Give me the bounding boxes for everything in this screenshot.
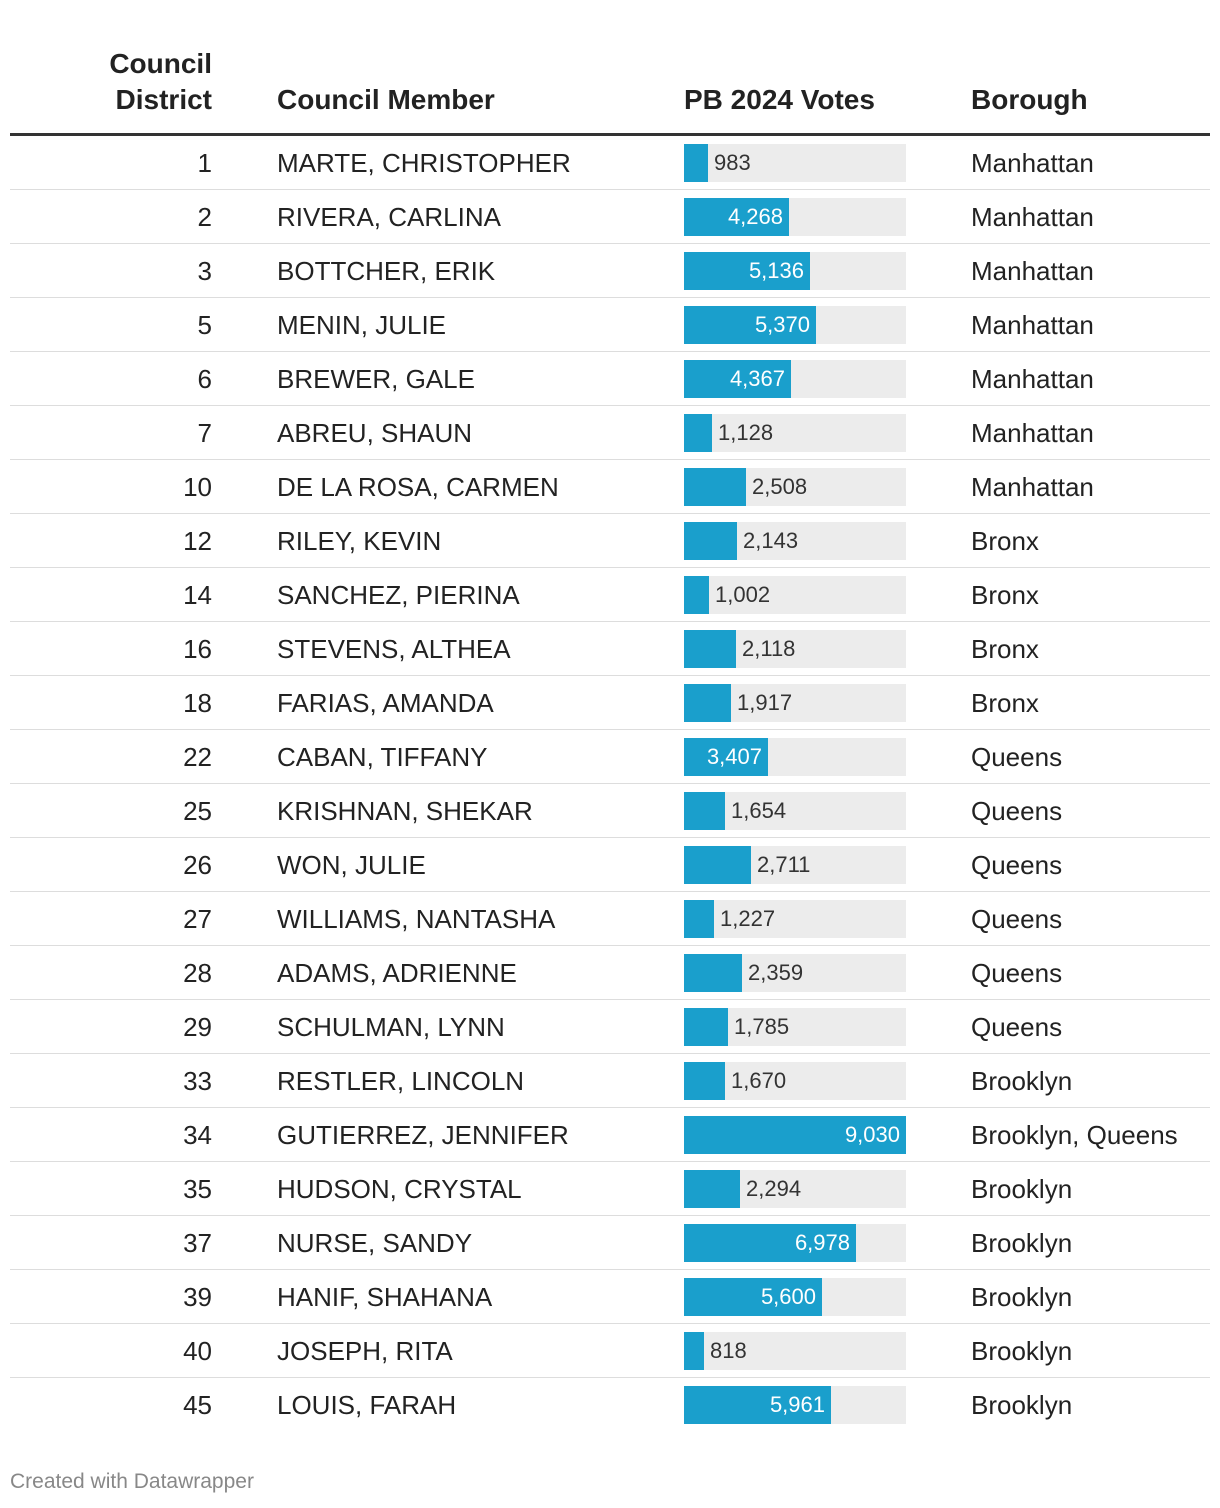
cell-borough: Manhattan bbox=[971, 256, 1094, 286]
cell-council-member: RIVERA, CARLINA bbox=[277, 202, 501, 232]
cell-council-district: 16 bbox=[183, 634, 212, 664]
cell-council-district: 10 bbox=[183, 472, 212, 502]
cell-council-member: NURSE, SANDY bbox=[277, 1228, 473, 1258]
table-row bbox=[10, 244, 1210, 298]
votes-value-label: 4,268 bbox=[727, 204, 783, 229]
votes-value-label: 1,670 bbox=[731, 1068, 787, 1093]
cell-council-member: DE LA ROSA, CARMEN bbox=[277, 472, 559, 502]
votes-bar-track bbox=[684, 198, 906, 236]
header-council-district-label: Council District bbox=[109, 48, 212, 115]
votes-value-label: 1,227 bbox=[720, 906, 776, 931]
cell-council-member: BOTTCHER, ERIK bbox=[277, 256, 496, 286]
votes-bar-track bbox=[684, 630, 906, 668]
cell-council-member: FARIAS, AMANDA bbox=[277, 688, 494, 718]
votes-bar-track bbox=[684, 954, 906, 992]
votes-bar-track bbox=[684, 468, 906, 506]
table-row bbox=[10, 892, 1210, 946]
cell-council-member: MENIN, JULIE bbox=[277, 310, 447, 340]
cell-borough: Bronx bbox=[971, 634, 1039, 664]
cell-borough: Queens bbox=[971, 904, 1063, 934]
cell-council-district: 3 bbox=[197, 256, 212, 286]
votes-value-label: 1,654 bbox=[731, 798, 787, 823]
cell-borough: Brooklyn, Queens bbox=[971, 1120, 1178, 1150]
votes-value-label: 1,917 bbox=[737, 690, 793, 715]
table-row bbox=[10, 1324, 1210, 1378]
votes-value-label: 2,294 bbox=[746, 1176, 802, 1201]
cell-council-district: 28 bbox=[183, 958, 212, 988]
votes-bar-track bbox=[684, 684, 906, 722]
votes-value-label: 3,407 bbox=[706, 744, 762, 769]
cell-council-district: 34 bbox=[183, 1120, 212, 1150]
votes-value-label: 2,359 bbox=[748, 960, 804, 985]
table-row bbox=[10, 514, 1210, 568]
cell-borough: Manhattan bbox=[971, 472, 1094, 502]
votes-bar-track bbox=[684, 144, 906, 182]
table-header bbox=[10, 0, 1210, 136]
votes-bar bbox=[684, 1170, 740, 1208]
cell-council-member: SCHULMAN, LYNN bbox=[277, 1012, 505, 1042]
votes-bar-track bbox=[684, 1224, 906, 1262]
cell-council-member: SANCHEZ, PIERINA bbox=[277, 580, 520, 610]
table-row bbox=[10, 1000, 1210, 1054]
votes-bar bbox=[684, 630, 736, 668]
votes-bar bbox=[684, 954, 742, 992]
header-council-member[interactable]: Council Member bbox=[277, 84, 495, 115]
votes-bar-track bbox=[684, 414, 906, 452]
cell-council-member: CABAN, TIFFANY bbox=[277, 742, 488, 772]
votes-value-label: 2,508 bbox=[752, 474, 808, 499]
votes-bar-track bbox=[684, 738, 906, 776]
cell-council-member: ABREU, SHAUN bbox=[277, 418, 473, 448]
votes-bar bbox=[684, 792, 725, 830]
table-row bbox=[10, 460, 1210, 514]
votes-value-label: 2,711 bbox=[757, 852, 811, 877]
cell-borough: Brooklyn bbox=[971, 1066, 1073, 1096]
cell-council-member: HANIF, SHAHANA bbox=[277, 1282, 493, 1312]
votes-table bbox=[10, 0, 1210, 1432]
votes-value-label: 2,143 bbox=[743, 528, 799, 553]
votes-bar-track bbox=[684, 360, 906, 398]
cell-council-member: WILLIAMS, NANTASHA bbox=[277, 904, 556, 934]
cell-borough: Bronx bbox=[971, 688, 1039, 718]
votes-value-label: 5,961 bbox=[769, 1392, 825, 1417]
cell-council-district: 18 bbox=[183, 688, 212, 718]
votes-value-label: 983 bbox=[714, 150, 751, 175]
cell-council-member: RESTLER, LINCOLN bbox=[277, 1066, 525, 1096]
votes-bar-track bbox=[684, 522, 906, 560]
cell-council-district: 35 bbox=[183, 1174, 212, 1204]
cell-borough: Brooklyn bbox=[971, 1228, 1073, 1258]
cell-borough: Queens bbox=[971, 850, 1063, 880]
votes-bar bbox=[684, 144, 708, 182]
cell-borough: Manhattan bbox=[971, 310, 1094, 340]
cell-council-district: 27 bbox=[183, 904, 212, 934]
votes-bar-track bbox=[684, 900, 906, 938]
votes-bar-track bbox=[684, 1170, 906, 1208]
votes-value-label: 5,370 bbox=[754, 312, 810, 337]
cell-council-member: ADAMS, ADRIENNE bbox=[277, 958, 517, 988]
votes-bar-track bbox=[684, 1008, 906, 1046]
cell-borough: Brooklyn bbox=[971, 1390, 1073, 1420]
votes-bar-track bbox=[684, 306, 906, 344]
votes-value-label: 4,367 bbox=[729, 366, 785, 391]
cell-council-district: 1 bbox=[197, 148, 212, 178]
cell-borough: Manhattan bbox=[971, 148, 1094, 178]
cell-borough: Brooklyn bbox=[971, 1336, 1073, 1366]
votes-bar-track bbox=[684, 846, 906, 884]
cell-council-member: JOSEPH, RITA bbox=[277, 1336, 453, 1366]
votes-bar-track bbox=[684, 1386, 906, 1424]
table-row bbox=[10, 676, 1210, 730]
votes-bar bbox=[684, 576, 709, 614]
table-row bbox=[10, 838, 1210, 892]
votes-bar bbox=[684, 900, 714, 938]
cell-borough: Queens bbox=[971, 958, 1063, 988]
table-row bbox=[10, 1108, 1210, 1162]
cell-borough: Bronx bbox=[971, 580, 1039, 610]
cell-council-district: 40 bbox=[183, 1336, 212, 1366]
cell-borough: Brooklyn bbox=[971, 1282, 1073, 1312]
cell-borough: Queens bbox=[971, 1012, 1063, 1042]
header-borough[interactable]: Borough bbox=[971, 84, 1088, 115]
votes-bar bbox=[684, 1332, 704, 1370]
cell-council-district: 14 bbox=[183, 580, 212, 610]
cell-council-district: 7 bbox=[197, 418, 212, 448]
table-row bbox=[10, 568, 1210, 622]
datawrapper-credit[interactable]: Created with Datawrapper bbox=[10, 1470, 254, 1493]
votes-bar-track bbox=[684, 576, 906, 614]
table-row bbox=[10, 406, 1210, 460]
table-row bbox=[10, 1216, 1210, 1270]
cell-council-member: GUTIERREZ, JENNIFER bbox=[277, 1120, 569, 1150]
header-pb-votes[interactable]: PB 2024 Votes bbox=[684, 84, 875, 115]
table-row bbox=[10, 190, 1210, 244]
cell-borough: Manhattan bbox=[971, 418, 1094, 448]
table-row bbox=[10, 1270, 1210, 1324]
votes-bar bbox=[684, 1008, 728, 1046]
votes-bar-track bbox=[684, 1278, 906, 1316]
cell-council-district: 25 bbox=[183, 796, 212, 826]
votes-bar bbox=[684, 468, 746, 506]
votes-bar bbox=[684, 684, 731, 722]
cell-council-district: 39 bbox=[183, 1282, 212, 1312]
votes-bar-track bbox=[684, 792, 906, 830]
cell-council-district: 29 bbox=[183, 1012, 212, 1042]
table-row bbox=[10, 730, 1210, 784]
cell-council-member: STEVENS, ALTHEA bbox=[277, 634, 511, 664]
votes-value-label: 5,136 bbox=[748, 258, 804, 283]
votes-value-label: 9,030 bbox=[844, 1122, 900, 1147]
cell-borough: Queens bbox=[971, 796, 1063, 826]
table-row bbox=[10, 784, 1210, 838]
votes-bar-track bbox=[684, 1332, 906, 1370]
table-row bbox=[10, 136, 1210, 190]
cell-council-district: 45 bbox=[183, 1390, 212, 1420]
votes-value-label: 1,128 bbox=[718, 420, 774, 445]
cell-council-member: BREWER, GALE bbox=[277, 364, 475, 394]
votes-value-label: 818 bbox=[710, 1338, 747, 1363]
cell-council-district: 2 bbox=[197, 202, 212, 232]
votes-bar-track bbox=[684, 1116, 906, 1154]
table-row bbox=[10, 622, 1210, 676]
cell-council-district: 26 bbox=[183, 850, 212, 880]
cell-council-district: 33 bbox=[183, 1066, 212, 1096]
votes-bar bbox=[684, 522, 737, 560]
cell-borough: Manhattan bbox=[971, 202, 1094, 232]
votes-bar bbox=[684, 414, 712, 452]
table-row bbox=[10, 1162, 1210, 1216]
votes-bar bbox=[684, 846, 751, 884]
cell-council-district: 6 bbox=[197, 364, 212, 394]
cell-council-district: 5 bbox=[197, 310, 212, 340]
table-row bbox=[10, 946, 1210, 1000]
table-row bbox=[10, 1378, 1210, 1432]
votes-value-label: 2,118 bbox=[742, 636, 796, 661]
cell-borough: Queens bbox=[971, 742, 1063, 772]
table-row bbox=[10, 298, 1210, 352]
votes-bar bbox=[684, 1062, 725, 1100]
votes-bar-track bbox=[684, 1062, 906, 1100]
cell-council-member: RILEY, KEVIN bbox=[277, 526, 442, 556]
votes-value-label: 1,002 bbox=[715, 582, 771, 607]
cell-borough: Manhattan bbox=[971, 364, 1094, 394]
cell-council-district: 37 bbox=[183, 1228, 212, 1258]
cell-council-member: HUDSON, CRYSTAL bbox=[277, 1174, 522, 1204]
table-row bbox=[10, 352, 1210, 406]
cell-council-member: LOUIS, FARAH bbox=[277, 1390, 457, 1420]
header-council-district[interactable] bbox=[32, 46, 212, 118]
votes-value-label: 6,978 bbox=[794, 1230, 850, 1255]
table-row bbox=[10, 1054, 1210, 1108]
votes-value-label: 5,600 bbox=[760, 1284, 816, 1309]
table-body bbox=[10, 136, 1210, 1432]
votes-bar-track bbox=[684, 252, 906, 290]
votes-value-label: 1,785 bbox=[734, 1014, 790, 1039]
cell-council-district: 12 bbox=[183, 526, 212, 556]
cell-council-member: KRISHNAN, SHEKAR bbox=[277, 796, 533, 826]
cell-borough: Bronx bbox=[971, 526, 1039, 556]
cell-council-member: WON, JULIE bbox=[277, 850, 426, 880]
cell-council-district: 22 bbox=[183, 742, 212, 772]
cell-borough: Brooklyn bbox=[971, 1174, 1073, 1204]
cell-council-member: MARTE, CHRISTOPHER bbox=[277, 148, 571, 178]
